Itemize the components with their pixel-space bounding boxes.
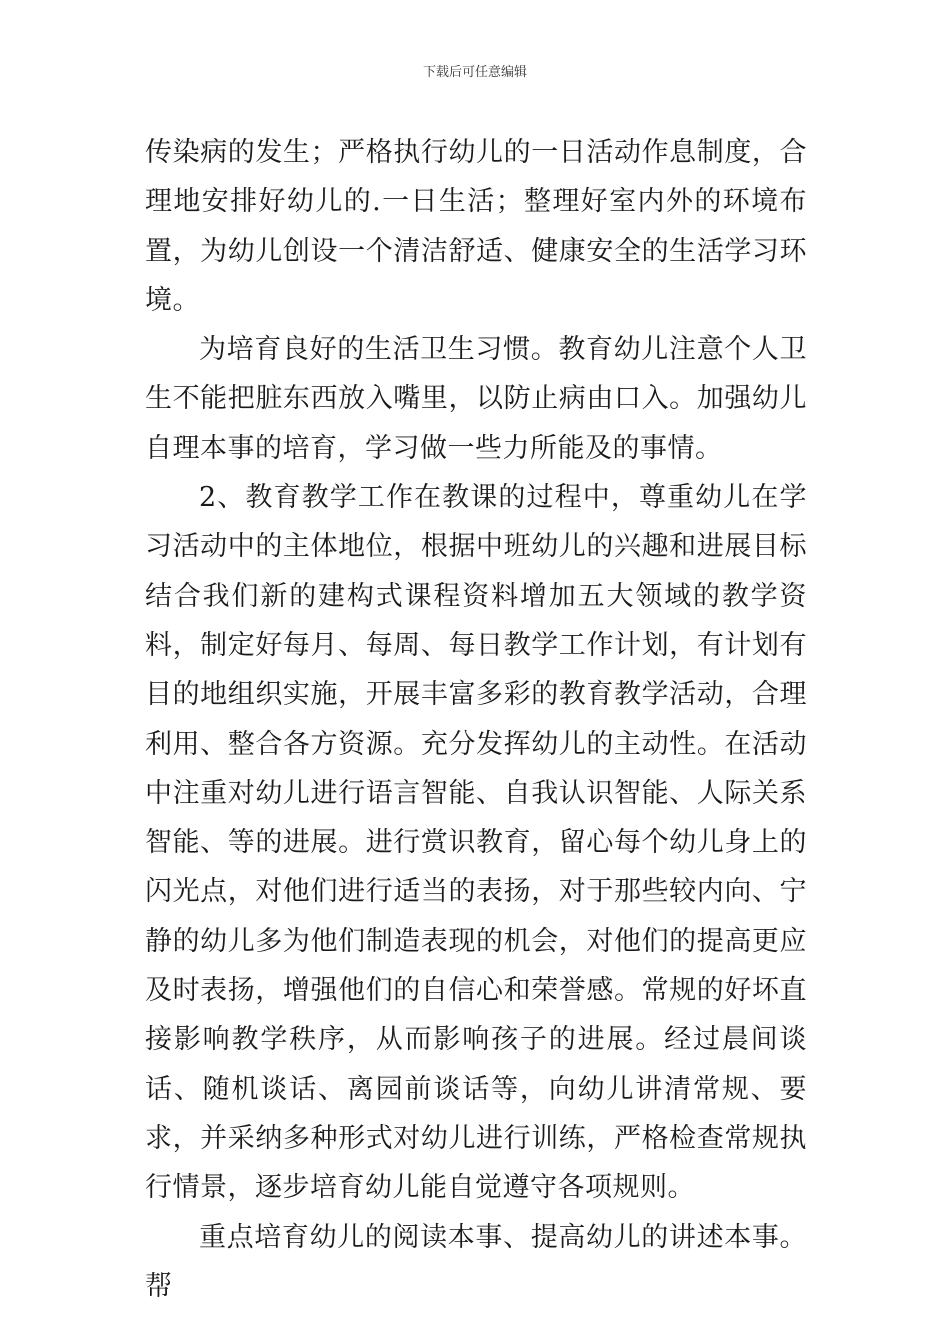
paragraph-3: 2、教育教学工作在教课的过程中，尊重幼儿在学习活动中的主体地位，根据中班幼儿的兴趣和进展目标结合我们新的建构式课程资料增加五大领域的教学资料，制定好每月、每周、每日教学工作计划，有计划有目的地组织实施，开展丰富多彩的教育教学活动，合理利用、整合各方资源。充分发挥幼儿的主动性。在活动中注重对幼儿进行语言智能、自我认识智能、人际关系智能、等的进展。进行赏识教育，留心每个幼儿身上的闪光点，对他们进行适当的表扬，对于那些较内向、宁静的幼儿多为他们制造表现的机会，对他们的提高更应及时表扬，增强他们的自信心和荣誉感。常规的好坏直接影响教学秩序，从而影响孩子的进展。经过晨间谈话、随机谈话、离园前谈话等，向幼儿讲清常规、要求，并采纳多种形式对幼儿进行训练，严格检查常规执行情景，逐步培育幼儿能自觉遵守各项规则。 [145, 482, 807, 1204]
page-header: 下载后可任意编辑 [422, 65, 527, 80]
paragraph-1: 传染病的发生；严格执行幼儿的一日活动作息制度，合理地安排好幼儿的.一日生活；整理好室内外的环境布置，为幼儿创设一个清洁舒适、健康安全的生活学习环境。 [145, 137, 807, 316]
paragraph-4: 重点培育幼儿的阅读本事、提高幼儿的讲述本事。帮 [145, 1221, 807, 1302]
document-body [145, 128, 807, 1311]
paragraph-2: 为培育良好的生活卫生习惯。教育幼儿注意个人卫生不能把脏东西放入嘴里，以防止病由口入。加强幼儿自理本事的培育，学习做一些力所能及的事情。 [145, 334, 807, 464]
